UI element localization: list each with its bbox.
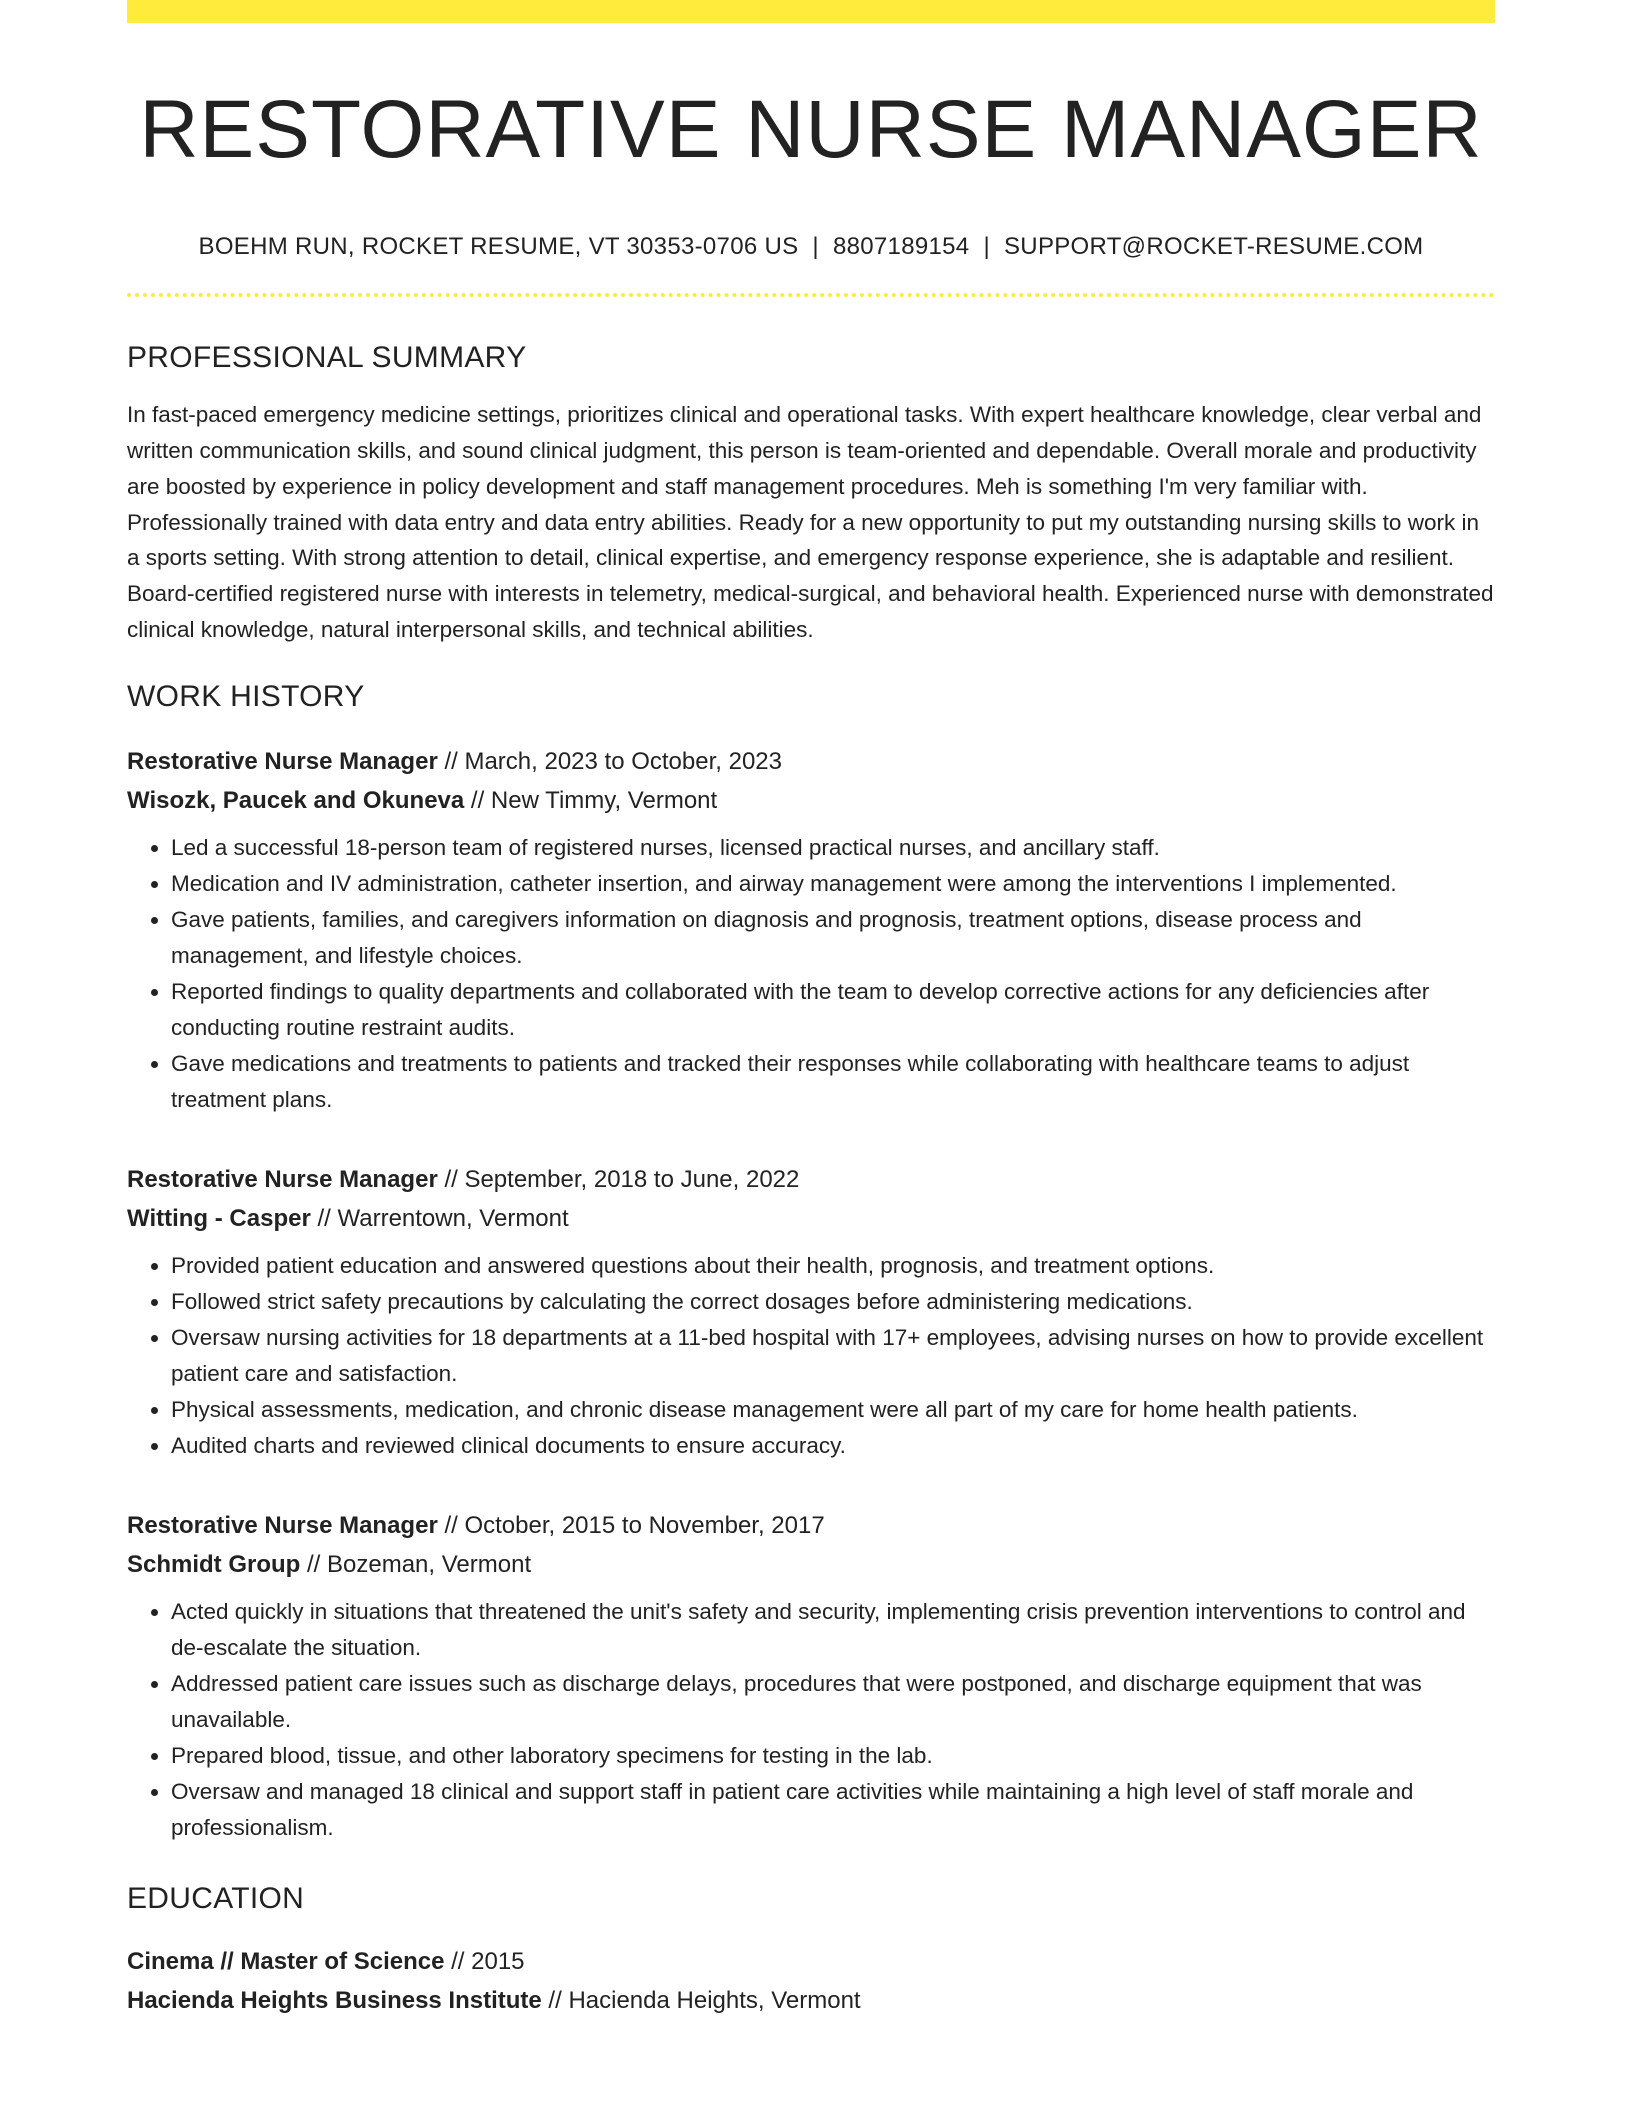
job-bullet: • Gave medications and treatments to patients and tracked their responses while collaborating with healthcare teams to adjust treatment plans. xyxy=(171,1046,1495,1118)
education-school: Hacienda Heights Business Institute xyxy=(127,1986,542,2014)
job-role: Restorative Nurse Manager xyxy=(127,1511,438,1539)
job-title-line xyxy=(127,742,1495,781)
job-location: // Bozeman, Vermont xyxy=(300,1550,532,1578)
accent-top-bar xyxy=(127,0,1495,23)
education-degree: Cinema // Master of Science xyxy=(127,1947,445,1975)
job-company: Witting - Casper xyxy=(127,1204,311,1232)
resume-name: RESTORATIVE NURSE MANAGER xyxy=(139,84,1483,175)
job-title-line xyxy=(127,1160,1495,1199)
job-company: Wisozk, Paucek and Okuneva xyxy=(127,786,465,814)
job-bullet: • Reported findings to quality departments and collaborated with the team to develop corrective actions for any deficiencies after conducting routine restraint audits. xyxy=(171,974,1495,1046)
contact-phone: 8807189154 xyxy=(832,233,970,261)
job-entry xyxy=(127,1160,1495,1464)
job-bullet: • Prepared blood, tissue, and other laboratory specimens for testing in the lab. xyxy=(171,1738,1495,1774)
job-bullet: • Followed strict safety precautions by calculating the correct dosages before administering medications. xyxy=(171,1284,1495,1320)
job-dates: // September, 2018 to June, 2022 xyxy=(437,1165,800,1193)
job-bullet: • Addressed patient care issues such as discharge delays, procedures that were postponed, and discharge equipment that was unavailable. xyxy=(171,1666,1495,1738)
resume-page xyxy=(127,0,1495,2020)
education-degree-line xyxy=(127,1942,1495,1981)
job-dates: // October, 2015 to November, 2017 xyxy=(437,1511,825,1539)
job-bullet: • Oversaw and managed 18 clinical and support staff in patient care activities while maintaining a high level of staff morale and professionalism. xyxy=(171,1774,1495,1846)
job-entry xyxy=(127,742,1495,1118)
job-dates: // March, 2023 to October, 2023 xyxy=(437,747,782,775)
job-bullet: • Oversaw nursing activities for 18 departments at a 11-bed hospital with 17+ employees, advising nurses on how to provide excellent patient care and satisfaction. xyxy=(171,1320,1495,1392)
contact-separator: | xyxy=(983,233,990,261)
education-year: // 2015 xyxy=(444,1947,525,1975)
job-bullet: • Acted quickly in situations that threatened the unit's safety and security, implementing crisis prevention interventions to control and de-escalate the situation. xyxy=(171,1594,1495,1666)
job-bullet: • Led a successful 18-person team of registered nurses, licensed practical nurses, and ancillary staff. xyxy=(171,830,1495,866)
job-entry xyxy=(127,1506,1495,1846)
job-title-line xyxy=(127,1506,1495,1545)
job-company-line xyxy=(127,781,1495,820)
job-bullet: • Provided patient education and answered questions about their health, prognosis, and treatment options. xyxy=(171,1248,1495,1284)
job-location: // New Timmy, Vermont xyxy=(464,786,718,814)
job-role: Restorative Nurse Manager xyxy=(127,1165,438,1193)
job-role: Restorative Nurse Manager xyxy=(127,747,438,775)
work-history-list xyxy=(127,742,1495,1846)
job-bullet-list xyxy=(127,830,1495,1118)
job-company-line xyxy=(127,1199,1495,1238)
job-bullet: • Medication and IV administration, catheter insertion, and airway management were among the interventions I implemented. xyxy=(171,866,1495,902)
contact-email: SUPPORT@ROCKET-RESUME.COM xyxy=(1004,233,1424,261)
education-school-line xyxy=(127,1981,1495,2020)
dotted-divider xyxy=(127,293,1495,297)
contact-separator: | xyxy=(812,233,819,261)
job-company: Schmidt Group xyxy=(127,1550,301,1578)
work-history-heading: WORK HISTORY xyxy=(127,679,365,713)
job-bullet: • Gave patients, families, and caregivers information on diagnosis and prognosis, treatment options, disease process and management, and lifestyle choices. xyxy=(171,902,1495,974)
education-heading: EDUCATION xyxy=(127,1881,305,1915)
education-entry xyxy=(127,1942,1495,2020)
job-bullet-list xyxy=(127,1248,1495,1464)
job-bullet: • Physical assessments, medication, and chronic disease management were all part of my care for home health patients. xyxy=(171,1392,1495,1428)
job-location: // Warrentown, Vermont xyxy=(310,1204,569,1232)
job-bullet-list xyxy=(127,1594,1495,1846)
summary-heading: PROFESSIONAL SUMMARY xyxy=(127,341,527,375)
contact-line xyxy=(127,233,1495,261)
contact-address: BOEHM RUN, ROCKET RESUME, VT 30353-0706 US xyxy=(198,233,799,261)
summary-text: In fast-paced emergency medicine settings, prioritizes clinical and operational tasks. With expert healthcare knowledge, clear verbal and written communication skills, and sound clinical judgment, this person is team-oriented and dependable. Overall morale and productivity are boosted by experience in policy development and staff management procedures. Meh is something I'm very familiar with. Professionally trained with data entry and data entry abilities. Ready for a new opportunity to put my outstanding nursing skills to work in a sports setting. With strong attention to detail, clinical expertise, and emergency response experience, she is adaptable and resilient. Board-certified registered nurse with interests in telemetry, medical-surgical, and behavioral health. Experienced nurse with demonstrated clinical knowledge, natural interpersonal skills, and technical abilities. xyxy=(127,402,1494,642)
job-company-line xyxy=(127,1545,1495,1584)
job-bullet: • Audited charts and reviewed clinical documents to ensure accuracy. xyxy=(171,1428,1495,1464)
education-location: // Hacienda Heights, Vermont xyxy=(541,1986,861,2014)
